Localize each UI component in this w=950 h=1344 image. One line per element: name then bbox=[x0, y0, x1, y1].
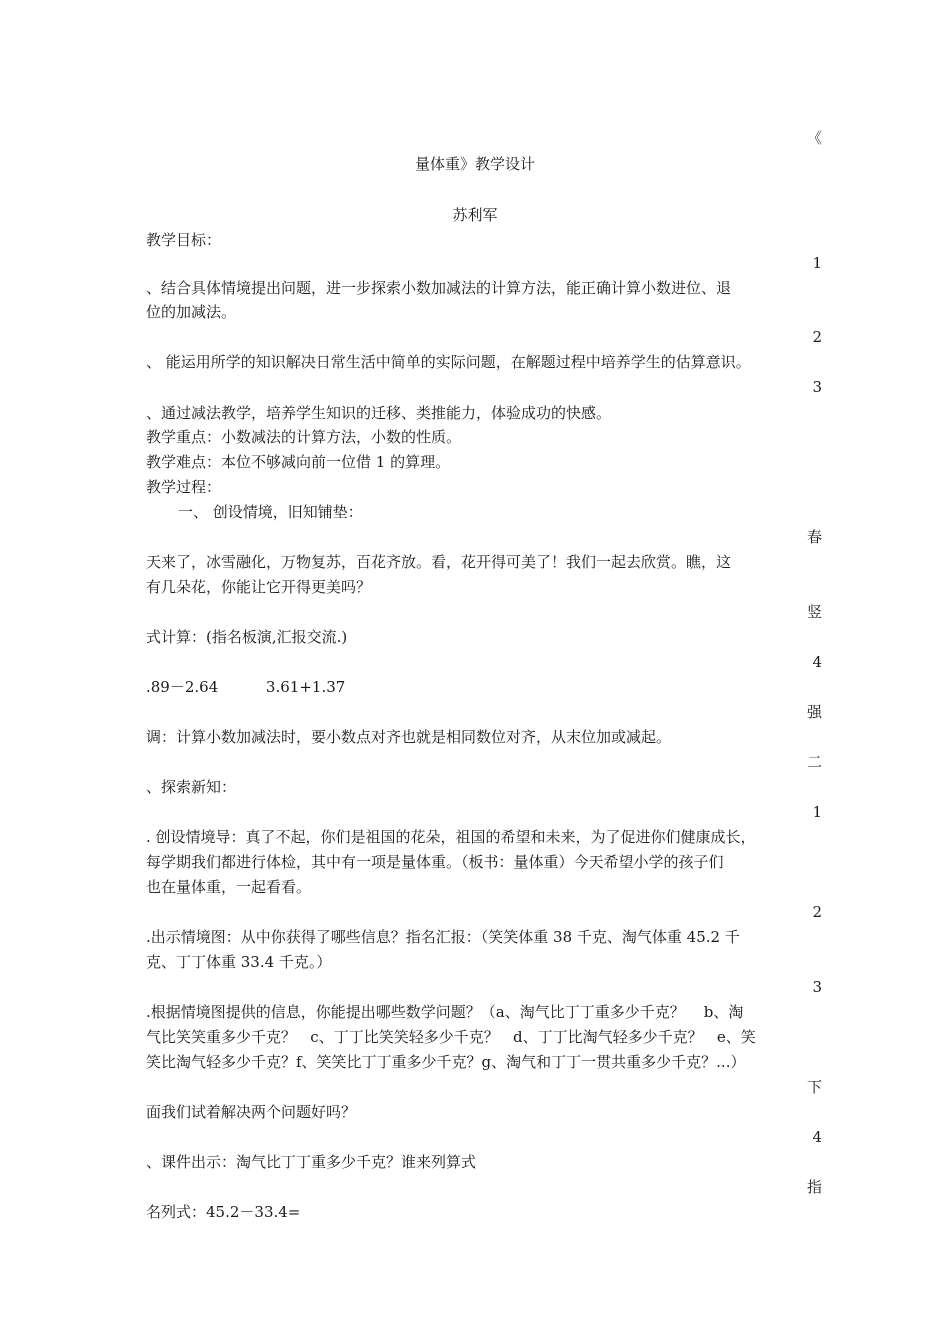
author: 苏利军 bbox=[452, 206, 498, 224]
text-line: 也在量体重，一起看看。 bbox=[146, 878, 312, 896]
text-line: 名列式：45.2－33.4= bbox=[146, 1203, 301, 1221]
item-number: 2 bbox=[812, 903, 822, 921]
item-number: 2 bbox=[812, 328, 822, 346]
subsection-heading: 、探索新知： bbox=[146, 778, 237, 796]
text-line: 、课件出示：淘气比丁丁重多少千克？谁来列算式 bbox=[146, 1153, 477, 1171]
text-line: 有几朵花，你能让它开得更美吗？ bbox=[146, 578, 372, 596]
text-line: 、通过减法教学，培养学生知识的迁移、类推能力，体验成功的快感。 bbox=[146, 404, 612, 422]
wrapped-char: 春 bbox=[806, 528, 822, 546]
text-line: 调：计算小数加减法时，要小数点对齐也就是相同数位对齐，从末位加或减起。 bbox=[146, 728, 672, 746]
item-number: 4 bbox=[812, 653, 822, 671]
item-number: 3 bbox=[812, 378, 822, 396]
wrapped-char: 指 bbox=[806, 1178, 822, 1196]
wrapped-char: 强 bbox=[806, 703, 822, 721]
section-heading-process: 教学过程： bbox=[146, 478, 222, 496]
text-line: 教学难点：本位不够减向前一位借 1 的算理。 bbox=[146, 453, 451, 471]
text-line: 、结合具体情境提出问题，进一步探索小数加减法的计算方法，能正确计算小数进位、退 bbox=[146, 279, 732, 297]
text-line: 气比笑笑重多少千克？ c、丁丁比笑笑轻多少千克？ d、丁丁比淘气轻多少千克？ e、笑 bbox=[146, 1028, 756, 1046]
text-line: 天来了，冰雪融化，万物复苏，百花齐放。看，花开得可美了！我们一起去欣赏。瞧，这 bbox=[146, 553, 732, 571]
text-line: . 创设情境导：真了不起，你们是祖国的花朵，祖国的希望和未来，为了促进你们健康成长， bbox=[146, 828, 756, 846]
text-line: .出示情境图：从中你获得了哪些信息？指名汇报：（笑笑体重 38 千克、淘气体重 45.2 千 bbox=[146, 928, 740, 946]
text-line: 每学期我们都进行体检，其中有一项是量体重。（板书：量体重）今天希望小学的孩子们 bbox=[146, 853, 724, 871]
text-line: .根据情境图提供的信息，你能提出哪些数学问题？（a、淘气比丁丁重多少千克？ b、淘 bbox=[146, 1003, 744, 1021]
section-heading-goals: 教学目标： bbox=[146, 231, 222, 249]
wrapped-char: 竖 bbox=[806, 603, 822, 621]
text-line: 教学重点：小数减法的计算方法，小数的性质。 bbox=[146, 428, 462, 446]
text-line: 位的加减法。 bbox=[146, 303, 237, 321]
wrapped-char: 二 bbox=[806, 753, 822, 771]
subsection-heading: 一、 创设情境，旧知铺垫： bbox=[178, 503, 363, 521]
item-number: 4 bbox=[812, 1128, 822, 1146]
calculation-line: .89－2.64 3.61+1.37 bbox=[146, 678, 346, 696]
text-line: 、 能运用所学的知识解决日常生活中简单的实际问题，在解题过程中培养学生的估算意识。 bbox=[146, 353, 751, 371]
text-line: 式计算：(指名板演,汇报交流.) bbox=[146, 628, 348, 646]
item-number: 1 bbox=[812, 803, 822, 821]
item-number: 1 bbox=[812, 254, 822, 272]
text-line: 笑比淘气轻多少千克？f、笑笑比丁丁重多少千克？g、淘气和丁丁一贯共重多少千克？...） bbox=[146, 1053, 746, 1071]
wrapped-char: 下 bbox=[806, 1078, 822, 1096]
text-line: 克、丁丁体重 33.4 千克。） bbox=[146, 953, 332, 971]
item-number: 3 bbox=[812, 978, 822, 996]
title-bracket: 《 bbox=[806, 129, 822, 147]
doc-title: 量体重》教学设计 bbox=[414, 155, 535, 173]
text-line: 面我们试着解决两个问题好吗？ bbox=[146, 1103, 357, 1121]
